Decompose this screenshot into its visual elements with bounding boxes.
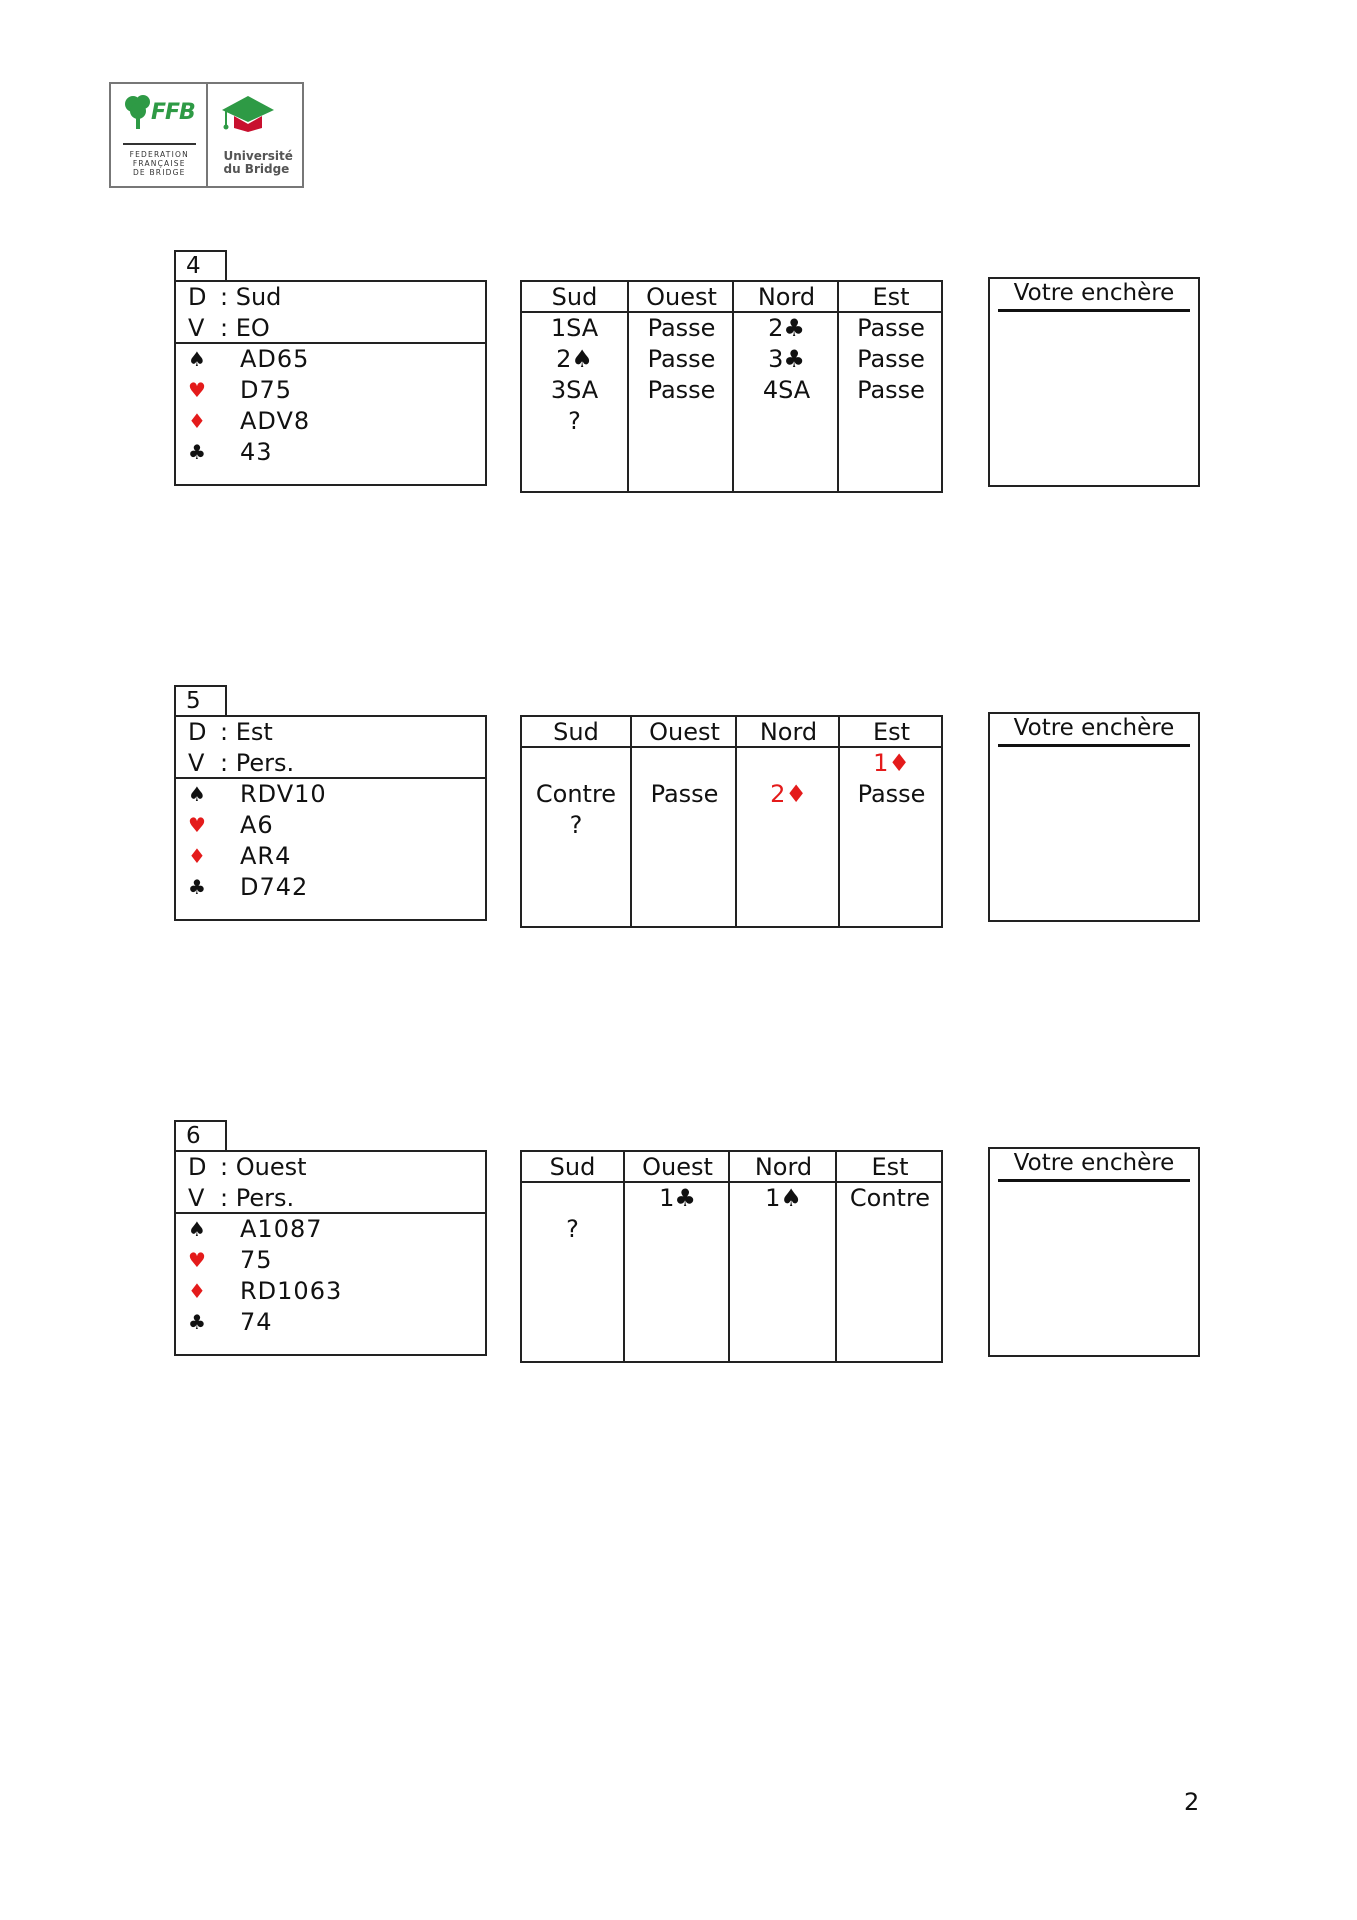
deal-6 bbox=[0, 1120, 1357, 1380]
spade-cards: RDV10 bbox=[240, 780, 327, 808]
auction-col-nord bbox=[732, 282, 839, 491]
spade-icon: ♠ bbox=[188, 1217, 206, 1241]
bid bbox=[522, 748, 630, 779]
votre-enchere-title: Votre enchère bbox=[998, 1149, 1190, 1182]
header-ouest: Ouest bbox=[625, 1152, 730, 1183]
heart-icon: ♥ bbox=[188, 378, 206, 402]
header-est: Est bbox=[840, 717, 943, 748]
deal-number: 4 bbox=[174, 250, 227, 281]
dealer-value: Est bbox=[235, 718, 273, 746]
auction-col-ouest bbox=[630, 717, 737, 926]
spade-cards: A1087 bbox=[240, 1215, 323, 1243]
vulnerability-value: Pers. bbox=[235, 1184, 295, 1212]
club-cards: D742 bbox=[240, 873, 309, 901]
divider bbox=[123, 143, 196, 145]
hand-box bbox=[174, 1150, 487, 1356]
diamond-icon: ♦ bbox=[188, 1279, 206, 1303]
auction-col-est bbox=[837, 282, 943, 491]
bid: 2♠ bbox=[556, 345, 593, 373]
auction-col-ouest bbox=[627, 282, 734, 491]
header-nord: Nord bbox=[730, 1152, 837, 1183]
diamond-cards: RD1063 bbox=[240, 1277, 343, 1305]
header-sud: Sud bbox=[522, 282, 627, 313]
diamond-icon: ♦ bbox=[188, 409, 206, 433]
spade-icon: ♠ bbox=[188, 782, 206, 806]
header-sud: Sud bbox=[522, 1152, 623, 1183]
bid: 1♠ bbox=[765, 1184, 802, 1212]
page-number: 2 bbox=[1184, 1788, 1200, 1816]
bid: Passe bbox=[857, 314, 925, 342]
ffb-subtitle: FEDERATION FRANÇAISE DE BRIDGE bbox=[129, 150, 189, 177]
bid: Passe bbox=[647, 314, 716, 342]
auction-col-est bbox=[835, 1152, 943, 1361]
bid: Passe bbox=[857, 345, 925, 373]
auction-col-est bbox=[838, 717, 943, 926]
header-ouest: Ouest bbox=[632, 717, 737, 748]
heart-cards: 75 bbox=[240, 1246, 273, 1274]
dealer-value: Ouest bbox=[235, 1153, 307, 1181]
bid: ? bbox=[569, 811, 583, 839]
bid: 2♣ bbox=[768, 314, 805, 342]
universite-logo bbox=[206, 84, 303, 186]
graduation-cap-icon bbox=[218, 94, 278, 134]
spade-cards: AD65 bbox=[240, 345, 310, 373]
votre-enchere-box[interactable] bbox=[988, 712, 1200, 922]
vulnerability-line: V : EO bbox=[188, 314, 270, 342]
vulnerability-line: V : Pers. bbox=[188, 1184, 295, 1212]
bid bbox=[522, 1183, 623, 1214]
club-icon: ♣ bbox=[188, 1310, 206, 1334]
auction-col-ouest bbox=[623, 1152, 730, 1361]
header-sud: Sud bbox=[522, 717, 630, 748]
deal-number: 6 bbox=[174, 1120, 227, 1151]
auction-table bbox=[520, 280, 943, 493]
dealer-line: D : Ouest bbox=[188, 1153, 307, 1181]
heart-icon: ♥ bbox=[188, 813, 206, 837]
vulnerability-value: EO bbox=[235, 314, 270, 342]
bid bbox=[632, 748, 737, 779]
bid: 1SA bbox=[550, 314, 599, 342]
bid: ? bbox=[568, 407, 581, 435]
auction-col-sud bbox=[522, 282, 627, 491]
bid: ? bbox=[566, 1215, 579, 1243]
votre-enchere-title: Votre enchère bbox=[998, 279, 1190, 312]
bid: 1♦ bbox=[873, 749, 910, 777]
club-cards: 43 bbox=[240, 438, 273, 466]
heart-cards: A6 bbox=[240, 811, 274, 839]
votre-enchere-box[interactable] bbox=[988, 277, 1200, 487]
hand-box bbox=[174, 715, 487, 921]
votre-enchere-box[interactable] bbox=[988, 1147, 1200, 1357]
bid: Passe bbox=[857, 780, 926, 808]
auction-col-nord bbox=[735, 717, 840, 926]
club-icon: ♣ bbox=[188, 875, 206, 899]
dealer-line: D : Sud bbox=[188, 283, 282, 311]
club-cards: 74 bbox=[240, 1308, 273, 1336]
heart-icon: ♥ bbox=[188, 1248, 206, 1272]
header-est: Est bbox=[839, 282, 943, 313]
auction-col-sud bbox=[522, 1152, 623, 1361]
ffb-mark: FFB bbox=[151, 100, 195, 125]
header-ouest: Ouest bbox=[629, 282, 734, 313]
auction-col-sud bbox=[522, 717, 630, 926]
bid: 4SA bbox=[762, 376, 811, 404]
ffb-universite-logo bbox=[109, 82, 304, 188]
header-est: Est bbox=[837, 1152, 943, 1183]
bid: Passe bbox=[647, 376, 716, 404]
bid: 1♣ bbox=[659, 1184, 696, 1212]
deal-5 bbox=[0, 685, 1357, 945]
bid: Passe bbox=[647, 345, 716, 373]
bid: Passe bbox=[650, 780, 719, 808]
diamond-icon: ♦ bbox=[188, 844, 206, 868]
auction-table bbox=[520, 1150, 943, 1363]
auction-table bbox=[520, 715, 943, 928]
bid: 2♦ bbox=[770, 780, 807, 808]
bid: Contre bbox=[849, 1184, 931, 1212]
auction-col-nord bbox=[728, 1152, 837, 1361]
vulnerability-value: Pers. bbox=[235, 749, 295, 777]
diamond-cards: AR4 bbox=[240, 842, 292, 870]
dealer-line: D : Est bbox=[188, 718, 273, 746]
bid: Passe bbox=[857, 376, 925, 404]
ffb-logo bbox=[111, 84, 206, 186]
bid bbox=[737, 748, 840, 779]
bid: 3♣ bbox=[768, 345, 805, 373]
bid: Contre bbox=[535, 780, 617, 808]
vulnerability-line: V : Pers. bbox=[188, 749, 295, 777]
deal-4 bbox=[0, 250, 1357, 510]
header-nord: Nord bbox=[734, 282, 839, 313]
dealer-value: Sud bbox=[235, 283, 282, 311]
spade-icon: ♠ bbox=[188, 347, 206, 371]
universite-text: Université du Bridge bbox=[223, 149, 293, 176]
club-icon: ♣ bbox=[188, 440, 206, 464]
heart-cards: D75 bbox=[240, 376, 293, 404]
tree-icon bbox=[123, 94, 153, 130]
hand-box bbox=[174, 280, 487, 486]
header-nord: Nord bbox=[737, 717, 840, 748]
votre-enchere-title: Votre enchère bbox=[998, 714, 1190, 747]
deal-number: 5 bbox=[174, 685, 227, 716]
bid: 3SA bbox=[550, 376, 599, 404]
diamond-cards: ADV8 bbox=[240, 407, 311, 435]
